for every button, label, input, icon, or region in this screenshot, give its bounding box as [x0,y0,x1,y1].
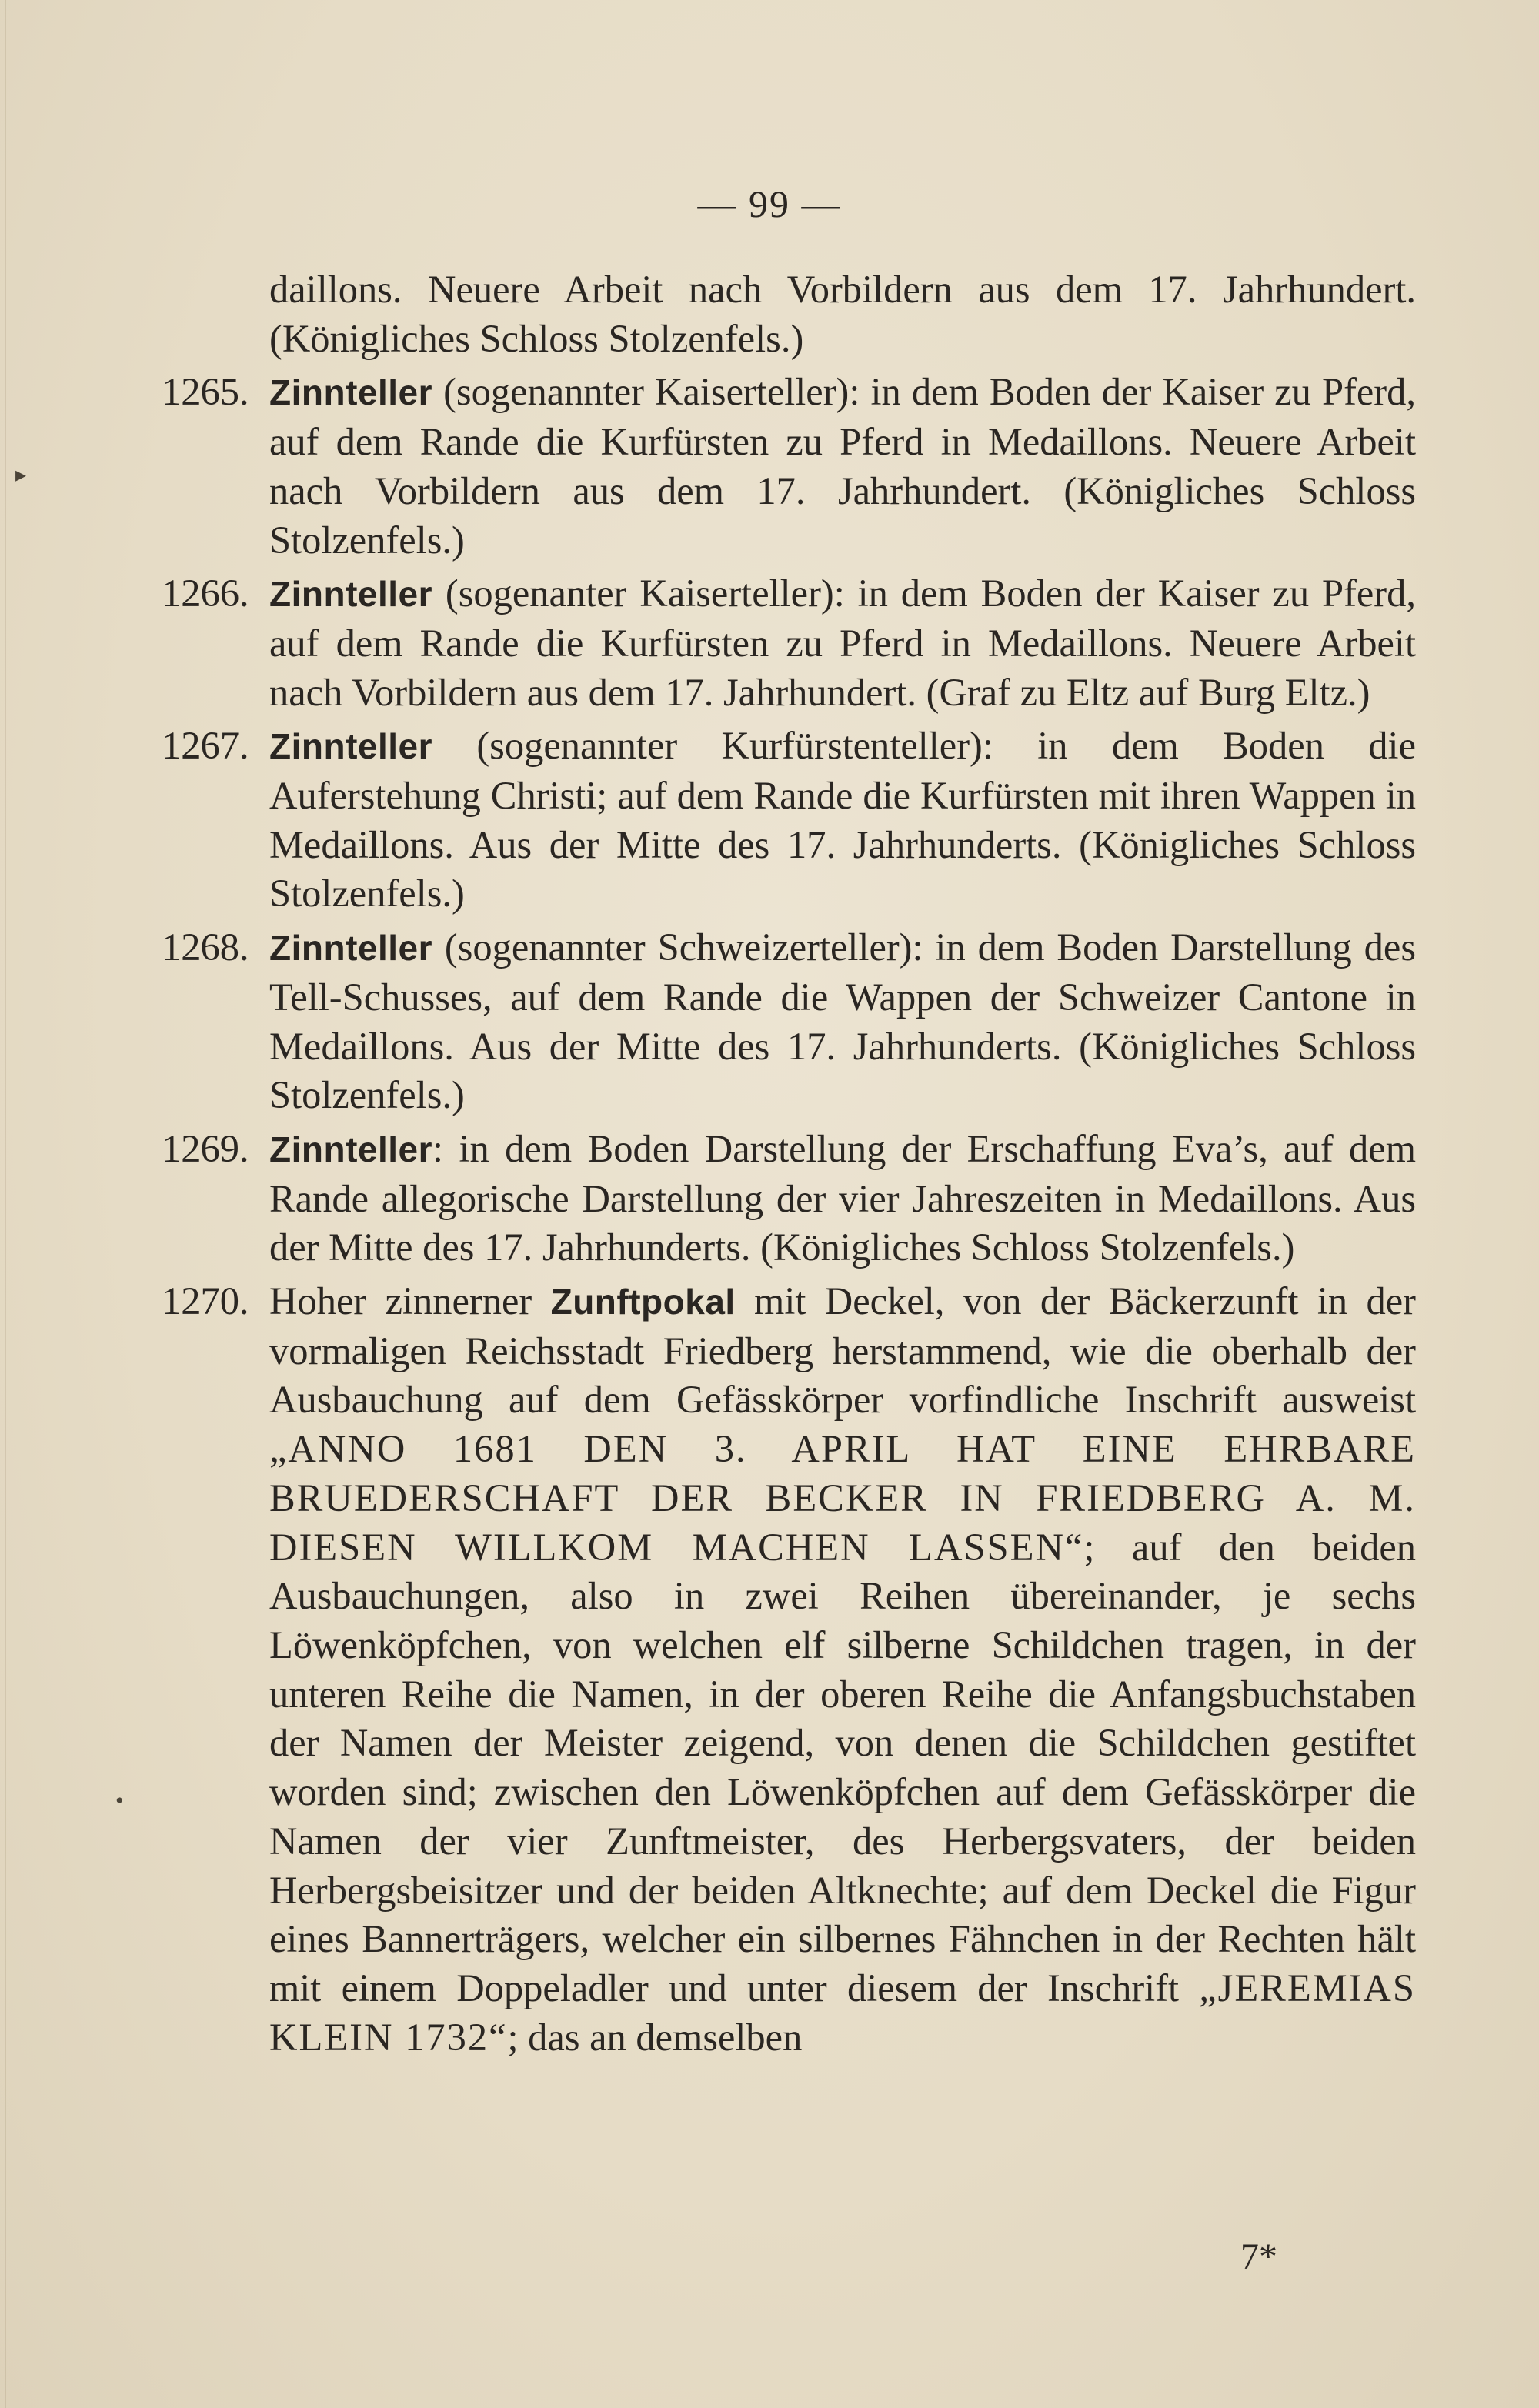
page-number: — 99 — [697,182,842,225]
sheet-signature: 7* [1240,2236,1277,2277]
margin-dot: • [115,1788,124,1813]
entry-number: 1270. [162,1279,249,1323]
entry-number: 1265. [162,370,249,414]
entry-text [269,569,1416,717]
inscription-jeremias-klein: „JEREMIAS KLEIN 1732“ [269,1966,1416,2059]
entry-number: 1268. [162,926,249,969]
entry-description: (sogenannter Kurfürstenteller): in dem Boden die Auferstehung Christi; auf dem Rande die Kurfürsten mit ihren Wappen in Medaillons. Aus der Mitte des 17. Jahrhunderts. (Königliches Schloss Stolzenfels.) [269,724,1416,916]
catalog-entry-1270 [162,1277,1416,2062]
entry-description-part-b: ; auf den beiden Ausbauchungen, also in zwei Reihen übereinander, je sechs Löwenköpfchen, von welchen elf silberne Schildchen tragen, in der unteren Reihe die Namen, in der oberen Reihe die Anfangsbuchstaben der Namen der Meister zeigend, von denen die Schildchen gestiftet worden sind; zwischen den Löwenköpfchen auf dem Gefässkörper die Namen der vier Zunftmeister, des Herbergsvaters, der beiden Herbergsbeisitzer und der beiden Altknechte; auf dem Deckel die Figur eines Bannerträgers, welcher ein silbernes Fähnchen in der Rechten hält mit einem Doppeladler und unter diesem der Inschrift [269,1525,1416,2009]
entry-keyword: Zinnteller [269,372,433,413]
entry-description-part-c: ; das an demselben [507,2015,803,2059]
catalog-entry-1269 [162,1125,1416,1272]
entry-description: (sogenanter Kaiserteller): in dem Boden der Kaiser zu Pferd, auf dem Rande die Kurfürsten zu Pferd in Medaillons. Neuere Arbeit nach Vorbildern aus dem 17. Jahrhundert. (Graf zu Eltz auf Burg Eltz.) [269,572,1416,714]
page-edge-shadow [5,0,6,2408]
catalog-entry-1266 [162,569,1416,717]
catalog-entry-1268 [162,923,1416,1120]
entry-description: (sogenannter Schweizerteller): in dem Boden Darstellung des Tell-Schusses, auf dem Rande die Wappen der Schweizer Cantone in Medaillons. Aus der Mitte des 17. Jahrhunderts. (Königliches Schloss Stolzenfels.) [269,926,1416,1117]
entry-keyword: Zinnteller [269,726,433,767]
entry-text [269,722,1416,919]
entry-lead: Hoher zinnerner [269,1279,551,1323]
entry-text [269,923,1416,1120]
entry-keyword: Zinnteller [269,574,433,615]
continuation-paragraph [269,265,1416,363]
entry-keyword: Zinnteller [269,928,433,969]
body-text [162,265,1416,2066]
entry-number: 1266. [162,572,249,615]
entry-number: 1269. [162,1126,249,1170]
continuation-text: daillons. Neuere Arbeit nach Vorbildern aus dem 17. Jahrhundert. (Königliches Schloss Stolzenfels.) [269,268,1416,360]
entry-description-part-a: mit Deckel, von der Bäckerzunft in der vormaligen Reichsstadt Friedberg herstammend, wie die oberhalb der Ausbauchung auf dem Gefässkörper vorfindliche Inschrift ausweist [269,1279,1416,1422]
margin-mark: ▸ [15,463,27,487]
entry-description: (sogenannter Kaiserteller): in dem Boden der Kaiser zu Pferd, auf dem Rande die Kurfürsten zu Pferd in Medaillons. Neuere Arbeit nach Vorbildern aus dem 17. Jahrhundert. (Königliches Schloss Stolzenfels.) [269,370,1416,562]
entry-keyword: Zunftpokal [550,1282,736,1322]
inscription-anno-1681: „ANNO 1681 DEN 3. APRIL HAT EINE EHRBARE BRUEDERSCHAFT DER BECKER IN FRIEDBERG A. M. DIESEN WILLKOM MACHEN LASSEN“ [269,1427,1416,1569]
entry-number: 1267. [162,724,249,768]
entry-text [269,1277,1416,2062]
entry-keyword: Zinnteller [269,1129,433,1169]
catalog-entry-1265 [162,368,1416,565]
entry-text [269,368,1416,565]
catalog-entry-1267 [162,722,1416,919]
entry-description: : in dem Boden Darstellung der Erschaffung Eva’s, auf dem Rande allegorische Darstellung der vier Jahreszeiten in Medaillons. Aus der Mitte des 17. Jahrhunderts. (Königliches Schloss Stolzenfels.) [269,1126,1416,1269]
entry-text [269,1125,1416,1272]
